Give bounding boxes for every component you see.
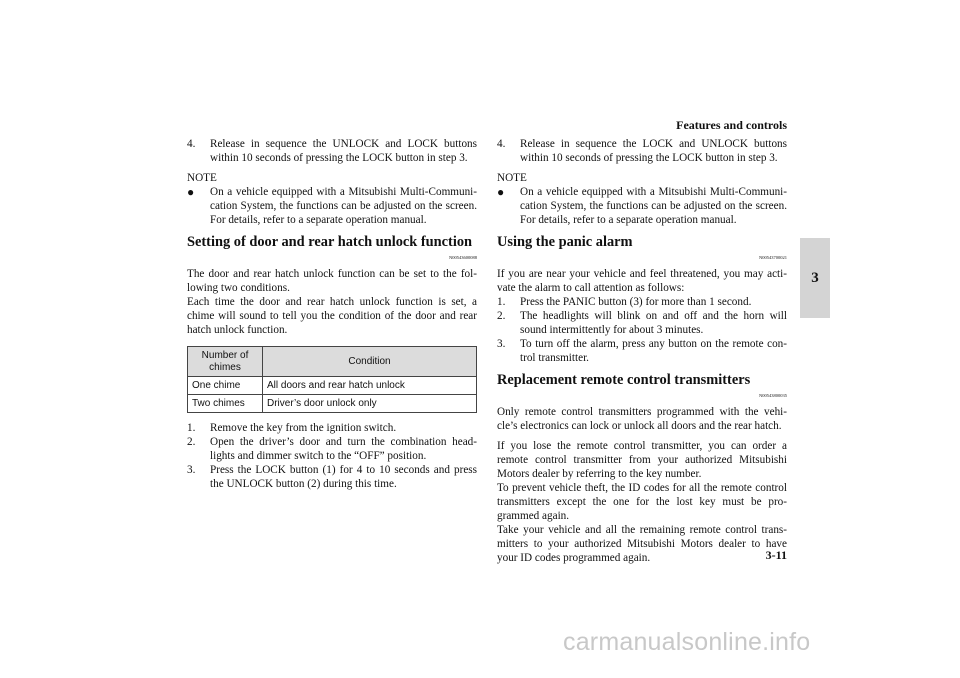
paragraph: Take your vehicle and all the remaining remote control trans-mitters to your authorized Mitsubishi Motors dealer to have your ID codes programmed again.: [497, 524, 787, 564]
paragraph: If you lose the remote control transmitter, you can order a remote control transmitter from your authorized Mitsubishi Motors dealer by referring to the key number.: [497, 440, 787, 480]
bullet-icon: ●: [497, 185, 505, 199]
step-text: Press the LOCK button (1) for 4 to 10 seconds and press the UNLOCK button (2) during this time.: [210, 464, 477, 490]
section-heading: Replacement remote control transmitters: [497, 372, 751, 388]
step-text: Release in sequence the UNLOCK and LOCK buttons within 10 seconds of pressing the LOCK button in step 3.: [210, 138, 477, 164]
left-column: [187, 137, 477, 491]
column-header: Number of chimes: [188, 347, 263, 377]
step-text: To turn off the alarm, press any button on the remote con-trol transmitter.: [520, 338, 787, 364]
page-number: 3-11: [765, 548, 787, 562]
paragraph: Only remote control transmitters programmed with the vehi-cle’s electronics can lock or unlock all doors and the rear hatch.: [497, 406, 787, 432]
note-item: [187, 185, 477, 227]
step-3: [497, 337, 787, 365]
paragraph: Each time the door and rear hatch unlock function is set, a chime will sound to tell you the condition of the door and rear hatch unlock function.: [187, 296, 477, 336]
step-text: Open the driver’s door and turn the combination head-lights and dimmer switch to the “OFF” position.: [210, 436, 477, 462]
step-2: [497, 309, 787, 337]
section-heading: Using the panic alarm: [497, 234, 633, 250]
section-heading-row: [497, 233, 787, 251]
step-text: Remove the key from the ignition switch.: [210, 422, 397, 434]
table-cell: Driver’s door unlock only: [263, 395, 477, 413]
step-2: [187, 435, 477, 463]
table-header-row: [188, 347, 477, 377]
step-number: 2.: [187, 436, 196, 448]
paragraph: To prevent vehicle theft, the ID codes for all the remote control transmitters except the one for the lost key must be pro-grammed again.: [497, 482, 787, 522]
running-header: Features and controls: [676, 118, 787, 132]
paragraph: The door and rear hatch unlock function can be set to the fol-lowing two conditions.: [187, 268, 477, 294]
table-row: [188, 395, 477, 413]
table-cell: Two chimes: [188, 395, 263, 413]
step-1: [497, 295, 787, 309]
section-code: N00543800035: [759, 393, 787, 398]
step-number: 4.: [497, 138, 506, 150]
section-heading: Setting of door and rear hatch unlock function: [187, 234, 473, 250]
step-3: [187, 463, 477, 491]
note-text: On a vehicle equipped with a Mitsubishi Multi-Communi-cation System, the functions can be adjusted on the screen. For details, refer to a separate operation manual.: [520, 186, 787, 226]
note-item: [497, 185, 787, 227]
right-column: [497, 137, 787, 565]
section-heading-row: [497, 371, 787, 389]
step-1: [187, 421, 477, 435]
step-4: [497, 137, 787, 165]
table-cell: One chime: [188, 377, 263, 395]
table-row: [188, 377, 477, 395]
section-heading-row: [187, 233, 477, 251]
note-label: NOTE: [497, 172, 527, 184]
section-code: N00543600088: [449, 255, 477, 260]
step-number: 4.: [187, 138, 196, 150]
step-number: 1.: [187, 422, 196, 434]
step-number: 1.: [497, 296, 506, 308]
chime-table: [187, 346, 477, 413]
watermark: carmanualsonline.info: [563, 628, 811, 656]
column-header: Condition: [263, 347, 477, 377]
paragraph: If you are near your vehicle and feel threatened, you may acti-vate the alarm to call attention as follows:: [497, 268, 787, 294]
step-number: 2.: [497, 310, 506, 322]
step-text: Release in sequence the LOCK and UNLOCK buttons within 10 seconds of pressing the LOCK button in step 3.: [520, 138, 787, 164]
bullet-icon: ●: [187, 185, 195, 199]
note-text: On a vehicle equipped with a Mitsubishi Multi-Communi-cation System, the functions can be adjusted on the screen. For details, refer to a separate operation manual.: [210, 186, 477, 226]
step-4: [187, 137, 477, 165]
section-code: N00543700021: [759, 255, 787, 260]
step-number: 3.: [187, 464, 196, 476]
step-text: Press the PANIC button (3) for more than 1 second.: [520, 296, 752, 308]
table-cell: All doors and rear hatch unlock: [263, 377, 477, 395]
chapter-tab: 3: [800, 238, 830, 318]
step-number: 3.: [497, 338, 506, 350]
note-label: NOTE: [187, 172, 217, 184]
step-text: The headlights will blink on and off and the horn will sound intermittently for about 3 minutes.: [520, 310, 787, 336]
